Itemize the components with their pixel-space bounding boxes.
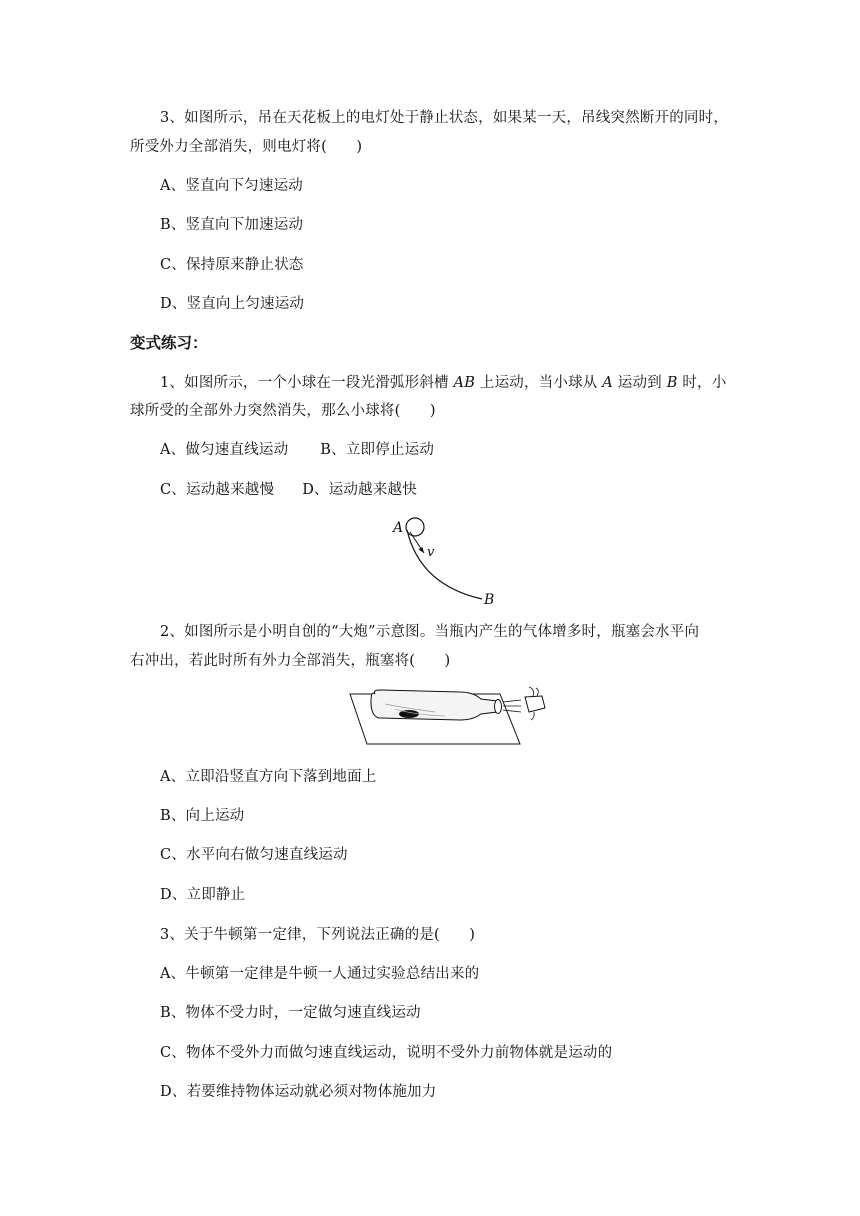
bottle-neck-ring (495, 700, 502, 714)
v3-option-d: D、若要维持物体运动就必须对物体施加力 (160, 1084, 437, 1100)
q3-stem-line2: 所受外力全部消失，则电灯将( ) (130, 139, 363, 155)
q3-option-a: A、竖直向下匀速运动 (160, 178, 303, 194)
v2-option-d: D、立即静止 (160, 887, 246, 903)
q3-option-b: B、竖直向下加速运动 (160, 217, 304, 233)
v2-option-c: C、水平向右做匀速直线运动 (160, 847, 348, 863)
q3-option-c: C、保持原来静止状态 (160, 257, 304, 273)
v3-option-a: A、牛顿第一定律是牛顿一人通过实验总结出来的 (160, 966, 480, 982)
v2-option-a: A、立即沿竖直方向下落到地面上 (160, 769, 377, 785)
v3-option-c: C、物体不受外力而做匀速直线运动，说明不受外力前物体就是运动的 (160, 1045, 613, 1061)
arc-track-figure (380, 510, 510, 610)
v1-options-row1 (160, 440, 434, 460)
label-a: A (393, 520, 404, 536)
gas-line (503, 700, 521, 702)
label-b: B (484, 592, 495, 608)
cork (525, 696, 545, 712)
v2-stem-line1: 2、如图所示是小明自创的“大炮”示意图。当瓶内产生的气体增多时，瓶塞会水平向 (160, 624, 700, 640)
v3-stem: 3、关于牛顿第一定律，下列说法正确的是( ) (160, 927, 476, 943)
v1-option-a: A、做匀速直线运动 (160, 442, 289, 458)
v1-options-row2 (160, 480, 417, 500)
v1-option-d: D、运动越来越快 (302, 482, 417, 498)
section-heading: 变式练习： (130, 334, 208, 352)
q3-stem-line1: 3、如图所示，吊在天花板上的电灯处于静止状态，如果某一天，吊线突然断开的同时， (160, 110, 729, 126)
label-v: v (427, 545, 435, 560)
ball (406, 518, 424, 536)
q3-option-d: D、竖直向上匀速运动 (160, 296, 305, 312)
v1-stem-line1: 1、如图所示，一个小球在一段光滑弧形斜槽 AB 上运动，当小球从 A 运动到 B 时，小 (160, 375, 727, 391)
v1-option-b: B、立即停止运动 (320, 442, 435, 458)
v3-option-b: B、物体不受力时，一定做匀速直线运动 (160, 1005, 421, 1021)
arc-track (407, 530, 482, 599)
v1-option-c: C、运动越来越慢 (160, 482, 275, 498)
v2-option-b: B、向上运动 (160, 808, 245, 824)
bottle-cannon-figure (345, 682, 555, 748)
v2-stem-line2: 右冲出，若此时所有外力全部消失，瓶塞将( ) (130, 653, 451, 669)
v1-stem-line2: 球所受的全部外力突然消失，那么小球将( ) (130, 403, 436, 419)
